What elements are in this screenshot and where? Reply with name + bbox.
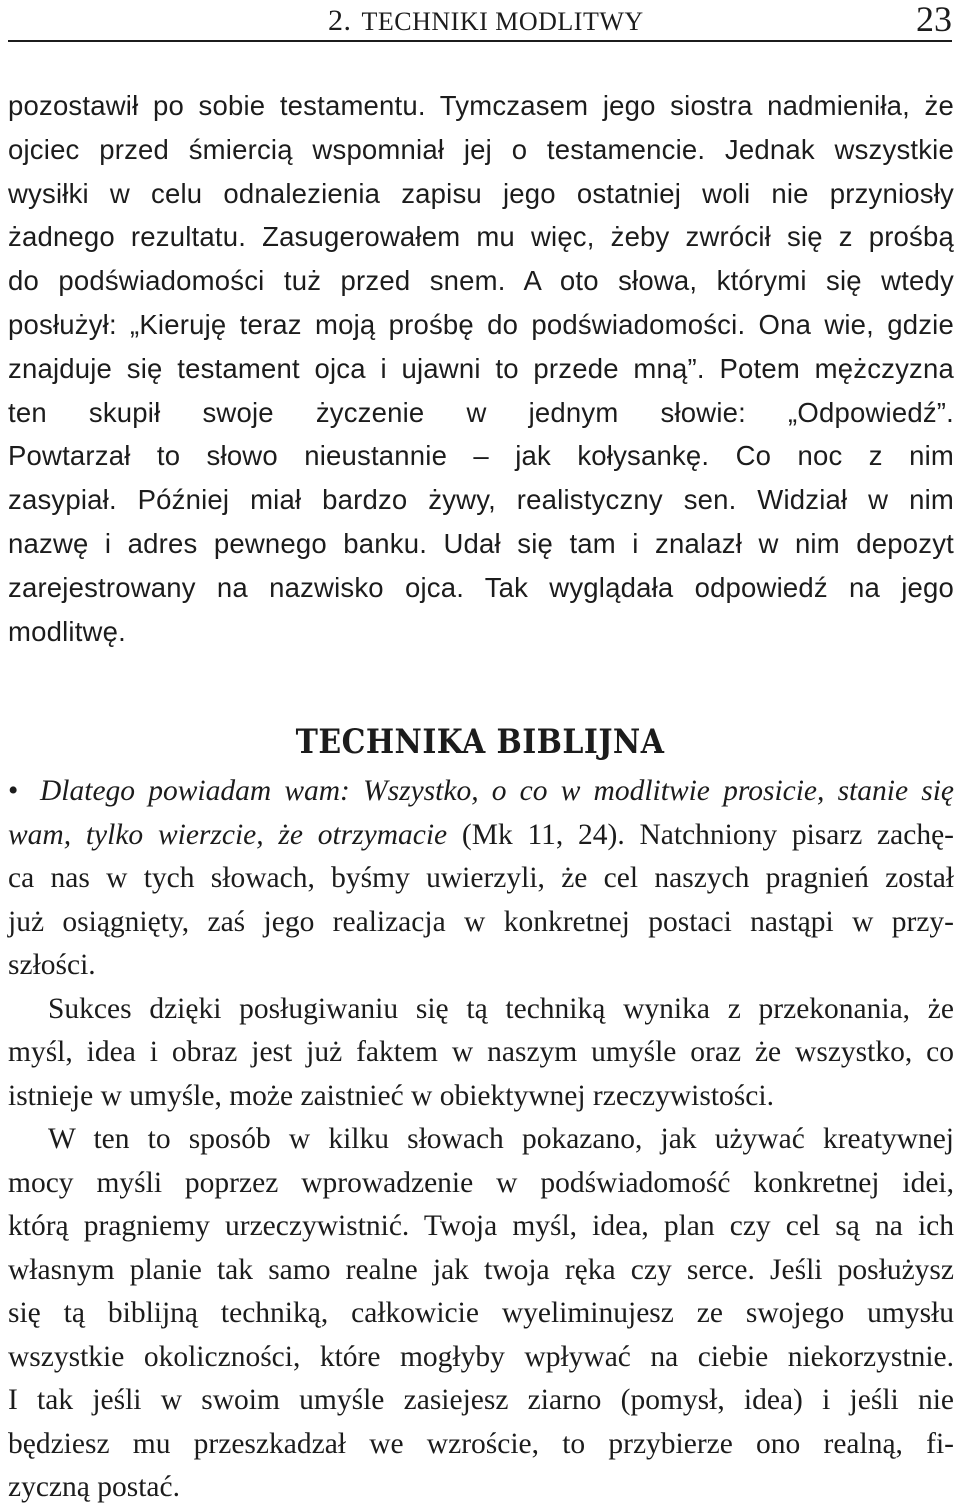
text-line: wszystkie okoliczności, które mogłyby wpływać na ciebie niekorzystnie. [8, 1340, 954, 1373]
text-line: się tą biblijną techniką, całkowicie wyeliminujesz ze swojego umysłu [8, 1297, 954, 1329]
text-line: Sukces dzięki posługiwaniu się tą techniką wynika z przekonania, że [48, 992, 954, 1025]
text-line: wysiłki w celu odnalezienia zapisu jego ostatniej woli nie przyniosły [8, 177, 954, 209]
chapter-number: 2. [328, 4, 352, 37]
text-line: mocy myśli poprzez wprowadzenie w podświadomość konkretnej idei, [8, 1166, 954, 1199]
quote-text: wam, tylko wierzcie, że otrzymacie [8, 818, 448, 851]
chapter-title [328, 4, 644, 38]
text-line: istnieje w umyśle, może zaistnieć w obiektywnej rzeczywistości. [8, 1079, 774, 1112]
top-paragraph [8, 84, 954, 653]
text-line: znajduje się testament ojca i ujawni to przede mną”. Potem mężczyzna [8, 352, 954, 384]
text-line: pozostawił po sobie testamentu. Tymczasem jego siostra nadmieniła, że [8, 90, 954, 121]
text-line: wam, tylko wierzcie, że otrzymacie (Mk 11, 24). Natchniony pisarz zachę- [8, 818, 955, 851]
page-number: 23 [916, 0, 952, 39]
section-body [8, 770, 954, 1510]
text-line: Powtarzał to słowo nieustannie – jak kołysankę. Co noc z nim [8, 440, 954, 472]
citation: (Mk 11, 24). [461, 818, 625, 851]
text-line: zasypiał. Później miał bardzo żywy, realistyczny sen. Widział w nim [8, 484, 954, 516]
text-line: ca nas w tych słowach, byśmy uwierzyli, że cel naszych pragnień został [8, 862, 954, 894]
text-line: myśl, idea i obraz jest już faktem w naszym umyśle oraz że wszystko, co [8, 1036, 954, 1068]
text-line: I tak jeśli w swoim umyśle zasiejesz ziarno (pomysł, idea) i jeśli nie [8, 1384, 954, 1416]
text-line: już osiągnięty, zaś jego realizacja w konkretnej postaci nastąpi w przy- [8, 905, 954, 938]
text-line: zarejestrowany na nazwisko ojca. Tak wyglądała odpowiedź na jego [8, 571, 954, 603]
chapter-name: TECHNIKI MODLITWY [361, 7, 644, 36]
text-line: zyczną postać. [8, 1471, 180, 1503]
text-line: własnym planie tak samo realne jak twoja ręka czy serce. Jeśli posłużysz [8, 1253, 954, 1286]
text-line: będziesz mu przeszkadzał we wzroście, to przybierze ono realną, fi- [8, 1427, 954, 1460]
text-line: szłości. [8, 949, 96, 981]
text-line: do podświadomości tuż przed snem. A oto słowa, którymi się wtedy [8, 265, 954, 297]
running-header [8, 0, 952, 42]
text-line: nazwę i adres pewnego banku. Udał się tam i znalazł w nim depozyt [8, 527, 954, 559]
text-line: W ten to sposób w kilku słowach pokazano, jak używać kreatywnej [48, 1123, 954, 1155]
text-line: modlitwę. [8, 615, 126, 647]
section-heading: TECHNIKA BIBLIJNA [295, 722, 665, 762]
text-line: którą pragniemy urzeczywistnić. Twoja myśl, idea, plan czy cel są na ich [8, 1210, 954, 1242]
text-line: ojciec przed śmiercią wspomniał jej o testamencie. Jednak wszystkie [8, 133, 954, 165]
text-line [8, 770, 954, 814]
text-line: żadnego rezultatu. Zasugerowałem mu więc, żeby zwrócił się z prośbą [8, 221, 954, 253]
quote-text: Dlatego powiadam wam: Wszystko, o co w modlitwie prosicie, stanie się [40, 775, 954, 807]
bullet-icon: • [8, 775, 19, 807]
text-line: ten skupił swoje życzenie w jednym słowie: „Odpowiedź”. [8, 396, 954, 428]
text-line: posłużył: „Kieruję teraz moją prośbę do podświadomości. Ona wie, gdzie [8, 308, 954, 340]
